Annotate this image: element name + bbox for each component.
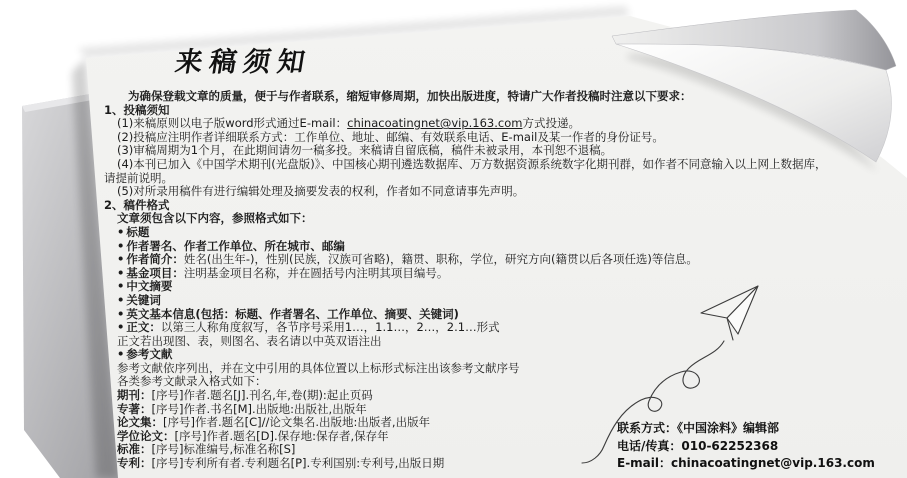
bullet-label: 作者署名、作者工作单位、所在城市、邮编 — [126, 238, 345, 253]
ref-rest: [序号]标准编号,标准名称[S] — [151, 442, 296, 457]
contact-line-phone — [617, 438, 875, 456]
bullet-label: 参考文献 — [126, 347, 173, 362]
bullet-rest: (包括：标题、作者署名、工作单位、摘要、关键词) — [195, 306, 459, 321]
contact-value: chinacoatingnet@vip.163.com — [671, 456, 875, 470]
bullet-glyph: • — [117, 279, 125, 294]
bullet-label: 作者简介： — [126, 252, 184, 267]
bullet-item-authors — [104, 240, 884, 254]
bullet-glyph: • — [117, 224, 125, 239]
contact-label: 电话/传真： — [617, 438, 682, 453]
bullet-item-english-info — [104, 308, 884, 322]
submission-item-1-post: 方式投递。 — [522, 116, 580, 131]
ref-label: 论文集： — [117, 415, 163, 430]
bullet-label: 英文基本信息 — [126, 306, 196, 321]
bullet-label: 标题 — [126, 224, 150, 239]
document-body — [104, 40, 884, 471]
bullet-item-keywords — [104, 294, 884, 308]
bullet-item-title — [104, 226, 884, 240]
ref-label: 专著： — [117, 401, 152, 416]
ref-rest: [序号]专利所有者.专利题名[P].专利国别:专利号,出版日期 — [151, 456, 445, 471]
submission-item-1 — [104, 117, 884, 131]
bullet-label: 正文： — [126, 320, 161, 335]
bullet-glyph: • — [117, 252, 125, 267]
bullet-rest: 姓名(出生年-)，性别(民族，汉族可省略)，籍贯、职称，学位，研究方向(籍贯以后各项任选)等信息。 — [183, 252, 698, 267]
contact-label: E-mail： — [617, 456, 672, 470]
contact-value: 《中国涂料》编辑部 — [677, 421, 780, 435]
bullet-label: 关键词 — [126, 292, 161, 307]
ref-rest: [序号]作者.题名[J].刊名,年,卷(期):起止页码 — [151, 388, 373, 403]
submission-item-4-line1: (4)本刊已加入《中国学术期刊(光盘版)》、中国核心期刊遴选数据库、万方数据资源系统数字化期刊群，如作者不同意输入以上网上数据库， — [117, 156, 827, 171]
ref-label: 期刊： — [117, 388, 152, 403]
ref-label: 学位论文： — [117, 428, 175, 443]
section1-heading: 1、投稿须知 — [104, 102, 170, 117]
contact-block — [617, 420, 875, 473]
bullet-rest: 注明基金项目名称，并在圆括号内注明其项目编号。 — [183, 265, 449, 280]
contact-label: 联系方式： — [617, 421, 678, 435]
ref-rest: [序号]作者.题名[D].保存地:保存者,保存年 — [174, 428, 389, 443]
submission-item-4-line2: 请提前说明。 — [104, 170, 173, 185]
reference-note-2: 各类参考文献录入格式如下： — [117, 374, 267, 389]
submission-item-1-pre: (1)来稿原则以电子版word形式通过E-mail： — [117, 116, 348, 131]
email-link[interactable]: chinacoatingnet@vip.163.com — [347, 116, 523, 131]
bullet-glyph: • — [117, 238, 125, 253]
ref-rest: [序号]作者.书名[M].出版地:出版社,出版年 — [151, 401, 367, 416]
bullet-item-abstract-cn — [104, 280, 884, 294]
submission-item-2: (2)投稿应注明作者详细联系方式：工作单位、地址、邮编、有效联系电话、E-mail及某一作者的身份证号。 — [117, 129, 664, 144]
bullet-rest: 以第三人称角度叙写，各节序号采用1…，1.1…，2…，2.1…形式 — [160, 320, 500, 335]
ref-format-monograph — [104, 403, 884, 417]
page-title: 来稿须知 — [173, 47, 314, 78]
bullet-glyph: • — [117, 265, 125, 280]
bullet-glyph: • — [117, 292, 125, 307]
contact-value: 010-62252368 — [681, 438, 779, 453]
intro-paragraph: 为确保登载文章的质量，便于与作者联系，缩短审修周期，加快出版进度，特请广大作者投稿时注意以下要求： — [128, 89, 692, 103]
contact-line-email — [617, 455, 875, 473]
ref-rest: [序号]作者.题名[C]//论文集名.出版地:出版者,出版年 — [163, 415, 431, 430]
ref-label: 专利： — [117, 456, 152, 471]
bullet-glyph: • — [117, 320, 125, 335]
contact-line-publisher — [617, 420, 875, 438]
bullet-item-fund — [104, 267, 884, 281]
ref-format-journal — [104, 389, 884, 403]
bullet-glyph: • — [117, 306, 125, 321]
body-note: 正文若出现图、表，则图名、表名请以中英双语注出 — [117, 333, 382, 348]
bullet-glyph: • — [117, 347, 125, 362]
bullet-label: 中文摘要 — [126, 279, 173, 294]
section2-heading: 2、稿件格式 — [104, 197, 170, 212]
bullet-item-author-bio — [104, 253, 884, 267]
ref-label: 标准： — [117, 442, 152, 457]
format-lead: 文章须包含以下内容，参照格式如下： — [117, 211, 313, 226]
bullet-item-references — [104, 348, 884, 362]
submission-item-5: (5)对所录用稿件有进行编辑处理及摘要发表的权利，作者如不同意请事先声明。 — [117, 184, 525, 199]
bullet-label: 基金项目： — [126, 265, 184, 280]
reference-note-1: 参考文献依序列出，并在文中引用的具体位置以上标形式标注出该参考文献序号 — [117, 360, 520, 375]
bullet-item-main-text — [104, 321, 884, 335]
submission-item-3: (3)审稿周期为1个月，在此期间请勿一稿多投。来稿请自留底稿，稿件未被录用，本刊恕不退稿。 — [117, 143, 613, 158]
